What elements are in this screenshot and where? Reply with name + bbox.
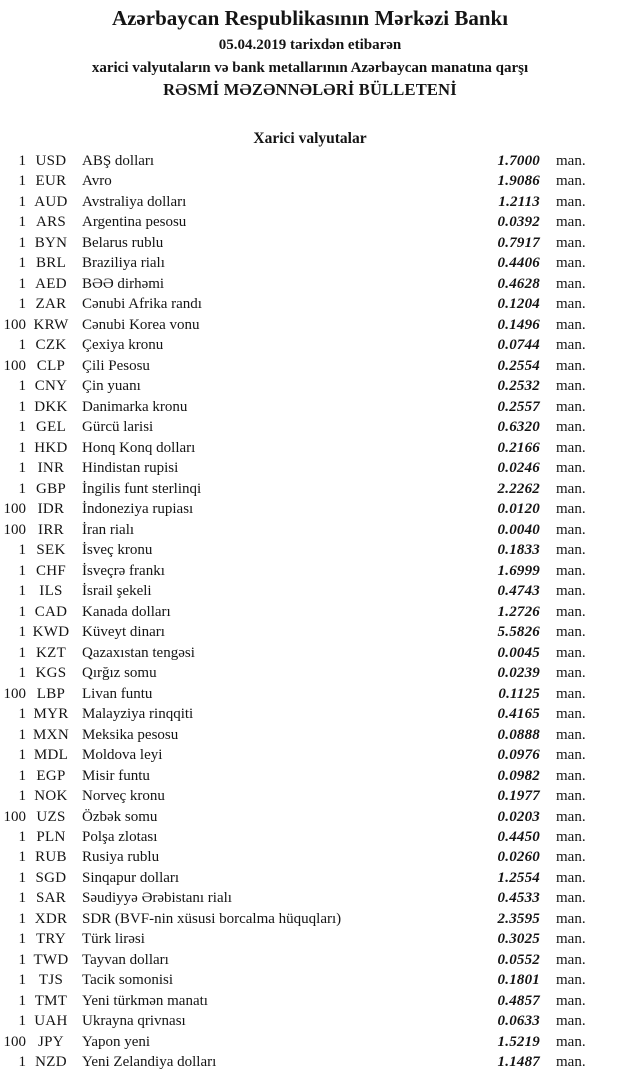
rate-row xyxy=(0,807,600,827)
currency-name: Qazaxıstan tengəsi xyxy=(82,644,195,661)
currency-quantity: 1 xyxy=(18,542,26,559)
unit-label: man. xyxy=(556,603,586,620)
rate-value: 0.4743 xyxy=(497,583,540,600)
rate-value: 5.5826 xyxy=(497,624,540,641)
currency-quantity: 1 xyxy=(18,378,26,395)
currency-name: SDR (BVF-nin xüsusi borcalma hüquqları) xyxy=(82,910,342,927)
currency-quantity: 1 xyxy=(18,644,26,661)
currency-code: PLN xyxy=(36,828,66,845)
rate-value: 0.1833 xyxy=(497,542,540,559)
rate-value: 0.1204 xyxy=(497,296,540,313)
currency-quantity: 1 xyxy=(18,951,26,968)
currency-code: CZK xyxy=(35,337,67,354)
unit-label: man. xyxy=(556,193,586,210)
rate-row xyxy=(0,1011,600,1031)
currency-quantity: 1 xyxy=(18,726,26,743)
rate-row xyxy=(0,315,600,335)
currency-quantity: 100 xyxy=(3,501,26,518)
currency-name: İsrail şekeli xyxy=(82,583,152,600)
currency-name: Argentina pesosu xyxy=(82,214,187,231)
currency-code: KRW xyxy=(33,316,69,333)
rate-value: 0.4533 xyxy=(497,890,540,907)
rate-row xyxy=(0,725,600,745)
rate-value: 0.2166 xyxy=(497,439,540,456)
rate-row xyxy=(0,622,600,642)
currency-quantity: 1 xyxy=(18,910,26,927)
rate-value: 0.0633 xyxy=(497,1013,540,1030)
currency-name: Avstraliya dolları xyxy=(82,193,187,210)
unit-label: man. xyxy=(556,460,586,477)
currency-quantity: 1 xyxy=(18,624,26,641)
rate-row xyxy=(0,786,600,806)
rate-value: 0.1496 xyxy=(497,316,540,333)
rate-value: 0.0260 xyxy=(497,849,540,866)
rate-row xyxy=(0,663,600,683)
currency-name: Səudiyyə Ərəbistanı rialı xyxy=(82,890,232,907)
currency-quantity: 1 xyxy=(18,460,26,477)
currency-code: ILS xyxy=(39,583,63,600)
currency-quantity: 1 xyxy=(18,972,26,989)
currency-code: IDR xyxy=(37,501,65,518)
currency-code: TRY xyxy=(35,931,67,948)
currency-name: Moldova leyi xyxy=(82,747,163,764)
currency-quantity: 1 xyxy=(18,747,26,764)
rate-value: 1.1487 xyxy=(497,1054,540,1071)
bank-name-title: Azərbaycan Respublikasının Mərkəzi Bankı xyxy=(111,6,509,30)
currency-quantity: 1 xyxy=(18,869,26,886)
currency-code: ZAR xyxy=(35,296,67,313)
currency-quantity: 1 xyxy=(18,480,26,497)
rate-value: 0.2557 xyxy=(497,398,540,415)
currency-name: Çexiya kronu xyxy=(82,337,164,354)
currency-quantity: 100 xyxy=(3,808,26,825)
unit-label: man. xyxy=(556,439,586,456)
unit-label: man. xyxy=(556,296,586,313)
rate-row xyxy=(0,602,600,622)
unit-label: man. xyxy=(556,747,586,764)
unit-label: man. xyxy=(556,153,586,169)
rate-value: 0.0982 xyxy=(497,767,540,784)
rate-row xyxy=(0,1052,600,1072)
rate-value: 0.0239 xyxy=(497,665,540,682)
unit-label: man. xyxy=(556,890,586,907)
currency-name: Malayziya rinqqiti xyxy=(82,706,194,723)
currency-name: Cənubi Afrika randı xyxy=(82,296,202,313)
rate-row xyxy=(0,847,600,867)
currency-name: Küveyt dinarı xyxy=(82,624,165,641)
rate-row xyxy=(0,438,600,458)
currency-name: Yeni Zelandiya dolları xyxy=(82,1054,217,1071)
currency-code: MYR xyxy=(33,706,69,723)
bulletin-title: RƏSMİ MƏZƏNNƏLƏRİ BÜLLETENİ xyxy=(163,80,457,99)
rate-row xyxy=(0,499,600,519)
currency-code: BRL xyxy=(35,255,67,272)
currency-code: MXN xyxy=(33,726,69,743)
currency-name: Norveç kronu xyxy=(82,788,165,805)
currency-name: Avro xyxy=(82,173,112,190)
currency-code: GEL xyxy=(35,419,67,436)
currency-quantity: 1 xyxy=(18,828,26,845)
rate-row xyxy=(0,294,600,314)
currency-code: KZT xyxy=(35,644,67,661)
currency-name: Tayvan dolları xyxy=(82,951,169,968)
unit-label: man. xyxy=(556,480,586,497)
unit-label: man. xyxy=(556,419,586,436)
currency-quantity: 1 xyxy=(18,193,26,210)
rate-value: 1.6999 xyxy=(497,562,540,579)
rate-row xyxy=(0,561,600,581)
rate-value: 2.2262 xyxy=(497,480,540,497)
rate-row xyxy=(0,458,600,478)
currency-name: Özbək somu xyxy=(82,808,158,825)
currency-code: NOK xyxy=(34,788,68,805)
currency-code: TWD xyxy=(33,951,69,968)
currency-quantity: 1 xyxy=(18,255,26,272)
rate-value: 0.4450 xyxy=(497,828,540,845)
rate-row xyxy=(0,704,600,724)
rate-row xyxy=(0,335,600,355)
currency-name: Gürcü larisi xyxy=(82,419,154,436)
currency-quantity: 1 xyxy=(18,419,26,436)
currency-name: Cənubi Korea vonu xyxy=(82,316,200,333)
unit-label: man. xyxy=(556,972,586,989)
rate-value: 1.2554 xyxy=(497,869,540,886)
currency-quantity: 100 xyxy=(3,521,26,538)
unit-label: man. xyxy=(556,951,586,968)
currency-code: HKD xyxy=(34,439,68,456)
document-header xyxy=(0,5,620,101)
rate-value: 1.7000 xyxy=(497,153,540,169)
rate-row xyxy=(0,397,600,417)
rate-row xyxy=(0,888,600,908)
currency-quantity: 1 xyxy=(18,337,26,354)
currency-name: Yeni türkmən manatı xyxy=(82,992,208,1009)
rate-value: 1.9086 xyxy=(497,173,540,190)
rate-row xyxy=(0,233,600,253)
rate-value: 0.4628 xyxy=(497,275,540,292)
unit-label: man. xyxy=(556,583,586,600)
currency-quantity: 1 xyxy=(18,603,26,620)
currency-quantity: 1 xyxy=(18,153,26,169)
rate-row xyxy=(0,253,600,273)
exchange-rates-table xyxy=(0,151,620,1073)
currency-name: İngilis funt sterlinqi xyxy=(82,480,202,497)
unit-label: man. xyxy=(556,501,586,518)
currency-name: Honq Konq dolları xyxy=(82,439,196,456)
rate-value: 1.2726 xyxy=(497,603,540,620)
unit-label: man. xyxy=(556,849,586,866)
currency-name: BƏƏ dirhəmi xyxy=(82,275,165,292)
unit-label: man. xyxy=(556,398,586,415)
rate-value: 0.4406 xyxy=(497,255,540,272)
unit-label: man. xyxy=(556,173,586,190)
currency-code: BYN xyxy=(34,234,68,251)
unit-label: man. xyxy=(556,706,586,723)
currency-quantity: 1 xyxy=(18,890,26,907)
rate-row xyxy=(0,356,600,376)
currency-code: UZS xyxy=(36,808,66,825)
rate-value: 0.4165 xyxy=(497,706,540,723)
rate-value: 0.7917 xyxy=(497,234,540,251)
rate-value: 0.0392 xyxy=(497,214,540,231)
currency-code: SEK xyxy=(36,542,66,559)
currency-code: KWD xyxy=(32,624,70,641)
unit-label: man. xyxy=(556,275,586,292)
currency-name: Yapon yeni xyxy=(82,1033,151,1050)
unit-label: man. xyxy=(556,357,586,374)
rate-value: 1.5219 xyxy=(497,1033,540,1050)
currency-quantity: 1 xyxy=(18,788,26,805)
currency-name: İsveçrə frankı xyxy=(82,562,165,579)
currency-quantity: 1 xyxy=(18,275,26,292)
currency-quantity: 1 xyxy=(18,562,26,579)
rate-row xyxy=(0,212,600,232)
currency-code: SAR xyxy=(35,890,67,907)
currency-name: Türk lirəsi xyxy=(82,931,145,948)
unit-label: man. xyxy=(556,562,586,579)
currency-quantity: 1 xyxy=(18,665,26,682)
unit-label: man. xyxy=(556,869,586,886)
rate-value: 0.0203 xyxy=(497,808,540,825)
rate-row xyxy=(0,929,600,949)
rate-value: 1.2113 xyxy=(498,193,540,210)
currency-code: AUD xyxy=(34,193,68,210)
currency-code: DKK xyxy=(34,398,68,415)
section-title-foreign-currencies: Xarici valyutalar xyxy=(253,130,367,147)
unit-label: man. xyxy=(556,931,586,948)
currency-name: Kanada dolları xyxy=(82,603,171,620)
currency-name: Qırğız somu xyxy=(82,665,157,682)
currency-quantity: 1 xyxy=(18,706,26,723)
effective-date-line: 05.04.2019 tarixdən etibarən xyxy=(218,37,402,53)
currency-code: TMT xyxy=(34,992,68,1009)
rate-row xyxy=(0,581,600,601)
rate-row xyxy=(0,376,600,396)
currency-code: TJS xyxy=(38,972,64,989)
rate-row xyxy=(0,909,600,929)
currency-quantity: 1 xyxy=(18,439,26,456)
unit-label: man. xyxy=(556,1013,586,1030)
rate-row xyxy=(0,520,600,540)
currency-code: JPY xyxy=(38,1033,64,1050)
currency-code: INR xyxy=(37,460,65,477)
unit-label: man. xyxy=(556,992,586,1009)
unit-label: man. xyxy=(556,1054,586,1071)
unit-label: man. xyxy=(556,788,586,805)
currency-name: Rusiya rublu xyxy=(82,849,160,866)
currency-code: RUB xyxy=(35,849,67,866)
currency-quantity: 100 xyxy=(3,316,26,333)
currency-name: Livan funtu xyxy=(82,685,153,702)
currency-name: Hindistan rupisi xyxy=(82,460,179,477)
currency-code: CHF xyxy=(35,562,67,579)
currency-quantity: 1 xyxy=(18,767,26,784)
unit-label: man. xyxy=(556,808,586,825)
rate-row xyxy=(0,991,600,1011)
rate-value: 2.3595 xyxy=(497,910,540,927)
currency-name: Ukrayna qrivnası xyxy=(82,1013,186,1030)
unit-label: man. xyxy=(556,1033,586,1050)
rate-row xyxy=(0,827,600,847)
rate-value: 0.0045 xyxy=(497,644,540,661)
rate-row xyxy=(0,274,600,294)
currency-code: LBP xyxy=(36,685,66,702)
rate-row xyxy=(0,1032,600,1052)
subtitle-line: xarici valyutaların və bank metallarının Azərbaycan manatına qarşı xyxy=(91,60,529,76)
rate-value: 0.0976 xyxy=(497,747,540,764)
currency-code: EGP xyxy=(36,767,66,784)
rate-value: 0.0246 xyxy=(497,460,540,477)
currency-quantity: 1 xyxy=(18,931,26,948)
currency-code: CNY xyxy=(34,378,68,395)
currency-code: UAH xyxy=(34,1013,68,1030)
rate-value: 0.4857 xyxy=(497,992,540,1009)
rate-value: 0.1801 xyxy=(497,972,540,989)
rate-row xyxy=(0,970,600,990)
rate-value: 0.0552 xyxy=(497,951,540,968)
rate-row xyxy=(0,417,600,437)
currency-code: GBP xyxy=(35,480,67,497)
unit-label: man. xyxy=(556,910,586,927)
currency-name: Tacik somonisi xyxy=(82,972,174,989)
rate-row xyxy=(0,950,600,970)
currency-code: ARS xyxy=(35,214,67,231)
currency-name: İsveç kronu xyxy=(82,542,153,559)
currency-quantity: 1 xyxy=(18,214,26,231)
rate-value: 0.1977 xyxy=(497,788,540,805)
rate-value: 0.0120 xyxy=(497,501,540,518)
currency-code: EUR xyxy=(35,173,67,190)
rate-value: 0.0040 xyxy=(497,521,540,538)
currency-code: IRR xyxy=(38,521,64,538)
currency-name: ABŞ dolları xyxy=(82,153,155,169)
currency-quantity: 100 xyxy=(3,685,26,702)
rate-row xyxy=(0,643,600,663)
unit-label: man. xyxy=(556,234,586,251)
rate-row xyxy=(0,745,600,765)
unit-label: man. xyxy=(556,378,586,395)
currency-name: Sinqapur dolları xyxy=(82,869,180,886)
currency-quantity: 1 xyxy=(18,992,26,1009)
currency-name: Misir funtu xyxy=(82,767,150,784)
rate-value: 0.2554 xyxy=(497,357,540,374)
currency-name: İran rialı xyxy=(82,521,135,538)
unit-label: man. xyxy=(556,214,586,231)
unit-label: man. xyxy=(556,255,586,272)
currency-quantity: 1 xyxy=(18,398,26,415)
currency-quantity: 1 xyxy=(18,583,26,600)
currency-quantity: 1 xyxy=(18,173,26,190)
rate-row xyxy=(0,766,600,786)
rate-value: 0.1125 xyxy=(498,685,540,702)
currency-code: MDL xyxy=(33,747,69,764)
rate-row xyxy=(0,192,600,212)
currency-quantity: 1 xyxy=(18,296,26,313)
rate-value: 0.0888 xyxy=(497,726,540,743)
unit-label: man. xyxy=(556,521,586,538)
currency-name: Danimarka kronu xyxy=(82,398,188,415)
currency-quantity: 100 xyxy=(3,357,26,374)
rate-row xyxy=(0,868,600,888)
rate-row xyxy=(0,540,600,560)
unit-label: man. xyxy=(556,767,586,784)
currency-quantity: 1 xyxy=(18,1013,26,1030)
currency-code: AED xyxy=(35,275,67,292)
currency-code: USD xyxy=(35,153,67,169)
currency-name: Çili Pesosu xyxy=(82,357,150,374)
currency-name: Polşa zlotası xyxy=(82,828,158,845)
rate-value: 0.3025 xyxy=(497,931,540,948)
unit-label: man. xyxy=(556,685,586,702)
currency-code: XDR xyxy=(34,910,68,927)
currency-code: KGS xyxy=(35,665,67,682)
unit-label: man. xyxy=(556,644,586,661)
currency-quantity: 1 xyxy=(18,234,26,251)
currency-code: CLP xyxy=(36,357,66,374)
currency-code: SGD xyxy=(35,869,67,886)
unit-label: man. xyxy=(556,726,586,743)
currency-name: Braziliya rialı xyxy=(82,255,165,272)
currency-code: CAD xyxy=(34,603,68,620)
currency-name: Meksika pesosu xyxy=(82,726,179,743)
rate-value: 0.0744 xyxy=(497,337,540,354)
currency-quantity: 100 xyxy=(3,1033,26,1050)
unit-label: man. xyxy=(556,316,586,333)
currency-name: Çin yuanı xyxy=(82,378,141,395)
rate-value: 0.2532 xyxy=(497,378,540,395)
currency-name: İndoneziya rupiası xyxy=(82,501,194,518)
unit-label: man. xyxy=(556,542,586,559)
currency-code: NZD xyxy=(35,1054,67,1071)
unit-label: man. xyxy=(556,828,586,845)
rate-value: 0.6320 xyxy=(497,419,540,436)
currency-quantity: 1 xyxy=(18,1054,26,1071)
unit-label: man. xyxy=(556,665,586,682)
unit-label: man. xyxy=(556,337,586,354)
rate-row xyxy=(0,151,600,171)
rate-row xyxy=(0,171,600,191)
unit-label: man. xyxy=(556,624,586,641)
currency-name: Belarus rublu xyxy=(82,234,164,251)
rate-row xyxy=(0,479,600,499)
rate-row xyxy=(0,684,600,704)
currency-quantity: 1 xyxy=(18,849,26,866)
